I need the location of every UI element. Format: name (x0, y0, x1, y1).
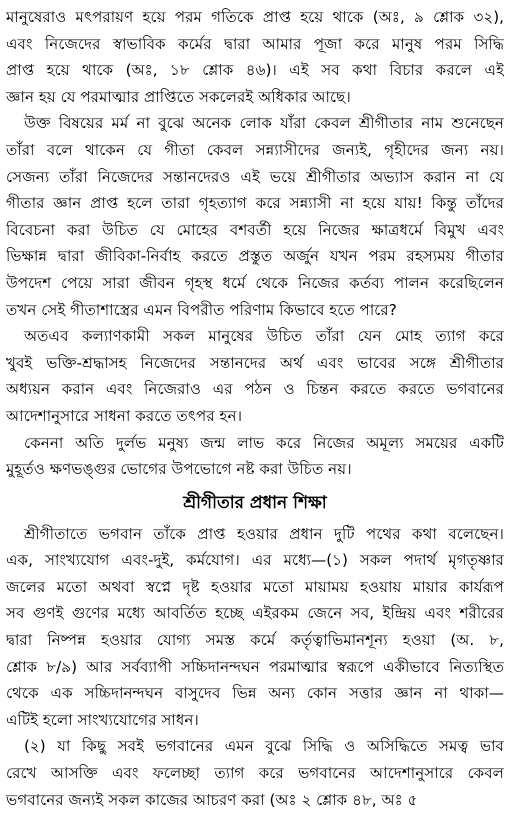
text-line: বিবেচনা করা উচিত যে মোহের বশবর্তী হয়ে নিজের ক্ষাত্রধর্মে বিমুখ এবং (6, 220, 504, 239)
paragraph-p6 (6, 733, 504, 813)
text-line: প্রাপ্ত হয়ে থাকে (অঃ, ১৮ শ্লোক ৪৬)। এই সব কথা বিচার করলে এই (6, 61, 504, 80)
paragraph-p3 (6, 323, 504, 429)
text-line: তাঁরা বলে থাকেন যে গীতা কেবল সন্ন্যাসীদের জন্যই, গৃহীদের জন্য নয়। (6, 140, 504, 159)
text-line: শ্লোক ৮/৯) আর সর্বব্যাপী সচ্চিদানন্দঘন পরমাত্মার স্বরূপে একীভাবে নিত্যস্থিত (6, 657, 504, 676)
text-line: শ্রীগীতাতে ভগবান তাঁকে প্রাপ্ত হওয়ার প্রধান দুটি পথের কথা বলেছেন। (24, 524, 504, 543)
text-line: ভগবানের জন্যই সকল কাজের আচরণ করা (অঃ ২ শ্লোক ৪৮, অঃ ৫ (6, 790, 418, 809)
text-line: দ্বারা নিষ্পন্ন হওয়ার যোগ্য সমস্ত কর্মে কর্তৃত্বাভিমানশূন্য হওয়া (অ. ৮, (6, 631, 504, 650)
paragraph-p5 (6, 521, 504, 734)
text-line: এটিই হলো সাংখ্যযোগের সাধন। (6, 710, 199, 729)
text-line: উক্ত বিষয়ের মর্ম না বুঝে অনেক লোক যাঁরা কেবল শ্রীগীতার নাম শুনেছেন (24, 114, 504, 133)
text-line: কেননা অতি দুর্লভ মনুষ্য জন্ম লাভ করে নিজের অমূল্য সময়ের একটি (24, 433, 504, 452)
text-line: এক, সাংখ্যযোগ এবং-দুই, কর্মযোগ। এর মধ্যে—(১) সকল পদার্থ মৃগতৃষ্ণার (6, 551, 504, 570)
text-line: অতএব কল্যাণকামী সকল মানুষের উচিত তাঁরা যেন মোহ ত্যাগ করে (24, 327, 504, 346)
text-line: তখন সেই গীতাশাস্ত্রের এমন বিপরীত পরিণাম কিভাবে হতে পারে? (6, 300, 397, 319)
paragraph-p4 (6, 430, 504, 483)
text-line: মুহূর্তও ক্ষণভঙ্গুর ভোগের উপভোগে নষ্ট করা উচিত নয়। (6, 460, 352, 479)
text-line: খুবই ভক্তি-শ্রদ্ধাসহ নিজেদের সন্তানদের অর্থ এবং ভাবের সঙ্গে শ্রীগীতার (6, 353, 504, 372)
text-line: থেকে এক সচ্চিদানন্দঘন বাসুদেব ভিন্ন অন্য কোন সত্তার জ্ঞান না থাকা— (6, 684, 504, 703)
text-line: সেজন্য তাঁরা নিজেদের সন্তানদেরও এই ভয়ে শ্রীগীতার অভ্যাস করান না যে (6, 167, 504, 186)
text-line: রেখে আসক্তি এবং ফলেচ্ছা ত্যাগ করে ভগবানের আদেশানুসারে কেবল (6, 764, 504, 783)
section-heading: শ্রীগীতার প্রধান শিক্ষা (183, 492, 327, 513)
paragraph-p2 (6, 110, 504, 323)
text-line: অধ্যয়ন করান এবং নিজেরাও এর পঠন ও চিন্তন করতে করতে ভগবানের (6, 380, 504, 399)
body-text-bottom (6, 521, 504, 813)
paragraph-p1 (6, 4, 504, 110)
text-line: মানুষেরাও মৎপরায়ণ হয়ে পরম গতিকে প্রাপ্ত হয়ে থাকে (অঃ, ৯ শ্লোক ৩২), (6, 8, 504, 26)
text-line: জলের মতো অথবা স্বপ্নে দৃষ্ট হওয়ার মতো মায়াময় হওয়ায় মায়ার কার্যরূপ (6, 577, 504, 596)
text-line: (২) যা কিছু সবই ভগবানের এমন বুঝে সিদ্ধি ও অসিদ্ধিতে সমত্ব ভাব (24, 737, 504, 756)
text-line: জ্ঞান হয় যে পরমাত্মার প্রাপ্তিতে সকলেরই অধিকার আছে। (6, 87, 351, 106)
text-line: উপদেশ পেয়ে সারা জীবন গৃহস্থ ধর্মে থেকে নিজের কর্তব্য পালন করেছিলেন (6, 273, 504, 292)
text-line: আদেশানুসারে সাধনা করতে তৎপর হন। (6, 406, 243, 425)
text-line: সব গুণই গুণের মধ্যে আবর্তিত হচ্ছে এইরকম জেনে সব, ইন্দ্রিয় এবং শরীরের (6, 604, 504, 623)
body-text-top (6, 4, 504, 483)
text-line: গীতার জ্ঞান প্রাপ্ত হলে তারা গৃহত্যাগ করে সন্ন্যাসী না হয়ে যায়! কিন্তু তাঁদের (6, 194, 504, 213)
text-line: এবং নিজেদের স্বাভাবিক কর্মের দ্বারা আমার পূজা করে মানুষ পরম সিদ্ধি (6, 34, 504, 53)
text-line: ভিক্ষান্ন দ্বারা জীবিকা-নির্বাহ করতে প্রস্তুত অর্জুন যখন পরম রহস্যময় গীতার (6, 247, 504, 266)
